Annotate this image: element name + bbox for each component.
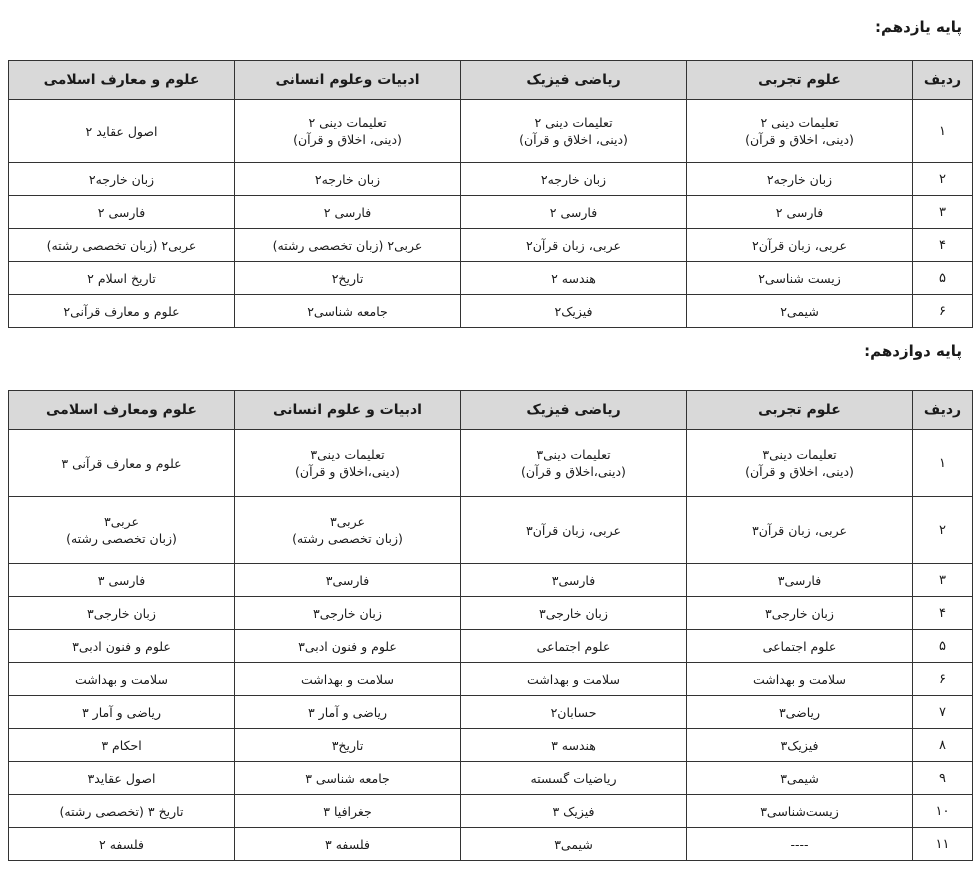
cell-math-physics [461, 828, 687, 861]
cell-islamic-studies [9, 762, 235, 795]
cell-math-physics [461, 229, 687, 262]
subject-name: تعلیمات دینی۳ [762, 447, 837, 462]
cell-math-physics [461, 795, 687, 828]
table-row [9, 497, 973, 564]
subject-name: زبان خارجه۲ [314, 171, 381, 187]
cell-humanities [235, 564, 461, 597]
cell-experimental-sciences [687, 663, 913, 696]
cell-islamic-studies [9, 497, 235, 564]
cell-experimental-sciences [687, 229, 913, 262]
cell-math-physics [461, 564, 687, 597]
subject-name: تاریخ۲ [331, 270, 364, 286]
subject-name: شیمی۲ [780, 303, 819, 319]
table-row [9, 262, 973, 295]
subject-name: عربی۲ (زبان تخصصی رشته) [272, 237, 423, 253]
cell-experimental-sciences [687, 795, 913, 828]
cell-humanities [235, 430, 461, 497]
cell-experimental-sciences [687, 163, 913, 196]
row-number: ۱۱ [913, 828, 973, 861]
subject-name: شیمی۳ [554, 836, 593, 852]
grade-12-title: پایه دوازدهم: [864, 342, 962, 360]
table-row [9, 295, 973, 328]
subject-name: فارسی۳ [777, 572, 822, 588]
header-math-physics: ریاضی فیزیک [461, 391, 687, 430]
cell-islamic-studies [9, 828, 235, 861]
table-row [9, 430, 973, 497]
subject-name: تاریخ۳ [331, 737, 364, 753]
subject-name: ریاضیات گسسته [530, 770, 617, 786]
subject-name: علوم اجتماعی [536, 638, 611, 654]
subject-name: هندسه ۲ [551, 270, 596, 286]
subject-name: (دینی،اخلاق و قرآن) [295, 464, 400, 479]
subject-name: علوم اجتماعی [762, 638, 837, 654]
cell-math-physics [461, 696, 687, 729]
row-number: ۶ [913, 295, 973, 328]
row-number: ۱۰ [913, 795, 973, 828]
subject-name: فیزیک۲ [554, 303, 593, 319]
subject-name: عربی، زبان قرآن۲ [526, 237, 621, 253]
subject-name: جغرافیا ۳ [323, 803, 372, 819]
subject-name: عربی۳ [104, 514, 139, 529]
cell-experimental-sciences [687, 100, 913, 163]
header-experimental-sciences: علوم تجربی [687, 61, 913, 100]
cell-math-physics [461, 630, 687, 663]
row-number: ۴ [913, 229, 973, 262]
row-number: ۵ [913, 630, 973, 663]
table-row [9, 630, 973, 663]
table-row [9, 163, 973, 196]
subject-name: زبان خارجه۲ [766, 171, 833, 187]
table-row [9, 663, 973, 696]
subject-name: زبان خارجی۳ [313, 605, 382, 621]
cell-math-physics [461, 295, 687, 328]
subject-name: سلامت و بهداشت [75, 671, 168, 687]
cell-math-physics [461, 663, 687, 696]
cell-islamic-studies [9, 262, 235, 295]
cell-humanities [235, 163, 461, 196]
subject-name: تعلیمات دینی ۲ [308, 115, 387, 130]
subject-name: فلسفه ۳ [325, 836, 370, 852]
subject-name: تعلیمات دینی ۲ [760, 115, 839, 130]
cell-math-physics [461, 163, 687, 196]
subject-name: زیست شناسی۲ [758, 270, 841, 286]
cell-math-physics [461, 497, 687, 564]
cell-experimental-sciences [687, 295, 913, 328]
subject-name: هندسه ۳ [551, 737, 596, 753]
table-row [9, 229, 973, 262]
cell-humanities [235, 663, 461, 696]
table-row [9, 196, 973, 229]
header-row-number: ردیف [913, 391, 973, 430]
subject-name: زبان خارجی۳ [765, 605, 834, 621]
cell-humanities [235, 762, 461, 795]
table-row [9, 729, 973, 762]
subject-name: علوم و فنون ادبی۳ [298, 638, 397, 654]
cell-experimental-sciences [687, 497, 913, 564]
cell-humanities [235, 262, 461, 295]
cell-humanities [235, 196, 461, 229]
header-islamic-studies: علوم و معارف اسلامی [9, 61, 235, 100]
subject-name: فارسی ۲ [775, 204, 824, 220]
subject-name: ریاضی۳ [778, 704, 821, 720]
subject-name: عربی، زبان قرآن۳ [752, 522, 847, 538]
cell-humanities [235, 100, 461, 163]
subject-name: زبان خارجی۳ [539, 605, 608, 621]
cell-humanities [235, 729, 461, 762]
subject-name: فارسی ۳ [97, 572, 146, 588]
cell-islamic-studies [9, 229, 235, 262]
subject-name: زبان خارجه۲ [88, 171, 155, 187]
cell-experimental-sciences [687, 762, 913, 795]
cell-humanities [235, 795, 461, 828]
cell-experimental-sciences [687, 630, 913, 663]
cell-experimental-sciences [687, 597, 913, 630]
cell-islamic-studies [9, 630, 235, 663]
subject-name: حسابان۲ [550, 704, 597, 720]
table-header-row [9, 391, 973, 430]
subject-name: عربی۲ (زبان تخصصی رشته) [46, 237, 197, 253]
cell-humanities [235, 497, 461, 564]
subject-name: سلامت و بهداشت [527, 671, 620, 687]
table-row [9, 828, 973, 861]
cell-experimental-sciences [687, 828, 913, 861]
subject-name: (دینی، اخلاق و قرآن) [519, 132, 628, 147]
row-number: ۲ [913, 163, 973, 196]
table-row [9, 564, 973, 597]
cell-experimental-sciences [687, 262, 913, 295]
subject-name: سلامت و بهداشت [753, 671, 846, 687]
cell-islamic-studies [9, 696, 235, 729]
subject-name: جامعه شناسی۲ [307, 303, 388, 319]
cell-humanities [235, 295, 461, 328]
subject-name: ریاضی و آمار ۳ [81, 704, 162, 720]
header-humanities: ادبیات وعلوم انسانی [235, 61, 461, 100]
subject-name: فیزیک۳ [780, 737, 819, 753]
grade-11-title: پایه یازدهم: [875, 18, 962, 36]
subject-name: اصول عقاید۳ [87, 770, 156, 786]
header-islamic-studies: علوم ومعارف اسلامی [9, 391, 235, 430]
subject-name: فارسی۳ [551, 572, 596, 588]
row-number: ۱ [913, 100, 973, 163]
row-number: ۴ [913, 597, 973, 630]
subject-name: (زبان تخصصی رشته) [292, 531, 403, 546]
cell-experimental-sciences [687, 430, 913, 497]
cell-islamic-studies [9, 597, 235, 630]
header-experimental-sciences: علوم تجربی [687, 391, 913, 430]
subject-name: تاریخ اسلام ۲ [87, 270, 156, 286]
subject-name: عربی۳ [330, 514, 365, 529]
subject-name: زیست‌شناسی۳ [760, 803, 839, 819]
subject-name: علوم و معارف قرآنی۲ [63, 303, 180, 319]
subject-name: علوم و معارف قرآنی ۳ [61, 455, 182, 471]
cell-humanities [235, 597, 461, 630]
cell-islamic-studies [9, 196, 235, 229]
header-row-number: ردیف [913, 61, 973, 100]
row-number: ۷ [913, 696, 973, 729]
subject-name: فیزیک ۳ [552, 803, 595, 819]
header-math-physics: ریاضی فیزیک [461, 61, 687, 100]
cell-experimental-sciences [687, 729, 913, 762]
subject-name: زبان خارجی۳ [87, 605, 156, 621]
grade-11-table [8, 60, 973, 328]
cell-humanities [235, 630, 461, 663]
cell-islamic-studies [9, 430, 235, 497]
table-row [9, 597, 973, 630]
row-number: ۳ [913, 564, 973, 597]
cell-islamic-studies [9, 729, 235, 762]
subject-name: زبان خارجه۲ [540, 171, 607, 187]
cell-experimental-sciences [687, 564, 913, 597]
cell-humanities [235, 828, 461, 861]
cell-math-physics [461, 196, 687, 229]
subject-name: ریاضی و آمار ۳ [307, 704, 388, 720]
subject-name: عربی، زبان قرآن۲ [752, 237, 847, 253]
table-row [9, 762, 973, 795]
subject-name: عربی، زبان قرآن۳ [526, 522, 621, 538]
row-number: ۱ [913, 430, 973, 497]
subject-name: (دینی، اخلاق و قرآن) [745, 464, 854, 479]
subject-name: فارسی۳ [325, 572, 370, 588]
row-number: ۹ [913, 762, 973, 795]
subject-name: فارسی ۲ [549, 204, 598, 220]
subject-name: سلامت و بهداشت [301, 671, 394, 687]
cell-math-physics [461, 100, 687, 163]
subject-name: اصول عقاید ۲ [85, 123, 158, 139]
table-header-row [9, 61, 973, 100]
subject-name: فارسی ۲ [97, 204, 146, 220]
cell-islamic-studies [9, 663, 235, 696]
cell-humanities [235, 696, 461, 729]
subject-name: تعلیمات دینی ۲ [534, 115, 613, 130]
cell-math-physics [461, 729, 687, 762]
cell-islamic-studies [9, 795, 235, 828]
subject-name: فارسی ۲ [323, 204, 372, 220]
subject-name: تعلیمات دینی۳ [536, 447, 611, 462]
subject-name: تاریخ ۳ (تخصصی رشته) [59, 803, 184, 819]
cell-math-physics [461, 262, 687, 295]
subject-name: جامعه شناسی ۳ [305, 770, 390, 786]
cell-islamic-studies [9, 295, 235, 328]
grade-12-table [8, 390, 973, 861]
row-number: ۲ [913, 497, 973, 564]
subject-name: فلسفه ۲ [99, 836, 144, 852]
cell-islamic-studies [9, 564, 235, 597]
subject-name: علوم و فنون ادبی۳ [72, 638, 171, 654]
subject-name: (دینی،اخلاق و قرآن) [521, 464, 626, 479]
row-number: ۳ [913, 196, 973, 229]
header-humanities: ادبیات و علوم انسانی [235, 391, 461, 430]
cell-islamic-studies [9, 163, 235, 196]
cell-math-physics [461, 430, 687, 497]
subject-name: (دینی، اخلاق و قرآن) [745, 132, 854, 147]
subject-name: احکام ۳ [101, 737, 142, 753]
subject-name: تعلیمات دینی۳ [310, 447, 385, 462]
row-number: ۵ [913, 262, 973, 295]
cell-math-physics [461, 762, 687, 795]
cell-experimental-sciences [687, 696, 913, 729]
subject-name: ---- [790, 836, 809, 852]
subject-name: شیمی۳ [780, 770, 819, 786]
subject-name: (دینی، اخلاق و قرآن) [293, 132, 402, 147]
grade-12-body [9, 430, 973, 861]
row-number: ۶ [913, 663, 973, 696]
subject-name: (زبان تخصصی رشته) [66, 531, 177, 546]
row-number: ۸ [913, 729, 973, 762]
table-row [9, 100, 973, 163]
grade-11-body [9, 100, 973, 328]
cell-experimental-sciences [687, 196, 913, 229]
table-row [9, 795, 973, 828]
cell-math-physics [461, 597, 687, 630]
table-row [9, 696, 973, 729]
cell-humanities [235, 229, 461, 262]
cell-islamic-studies [9, 100, 235, 163]
